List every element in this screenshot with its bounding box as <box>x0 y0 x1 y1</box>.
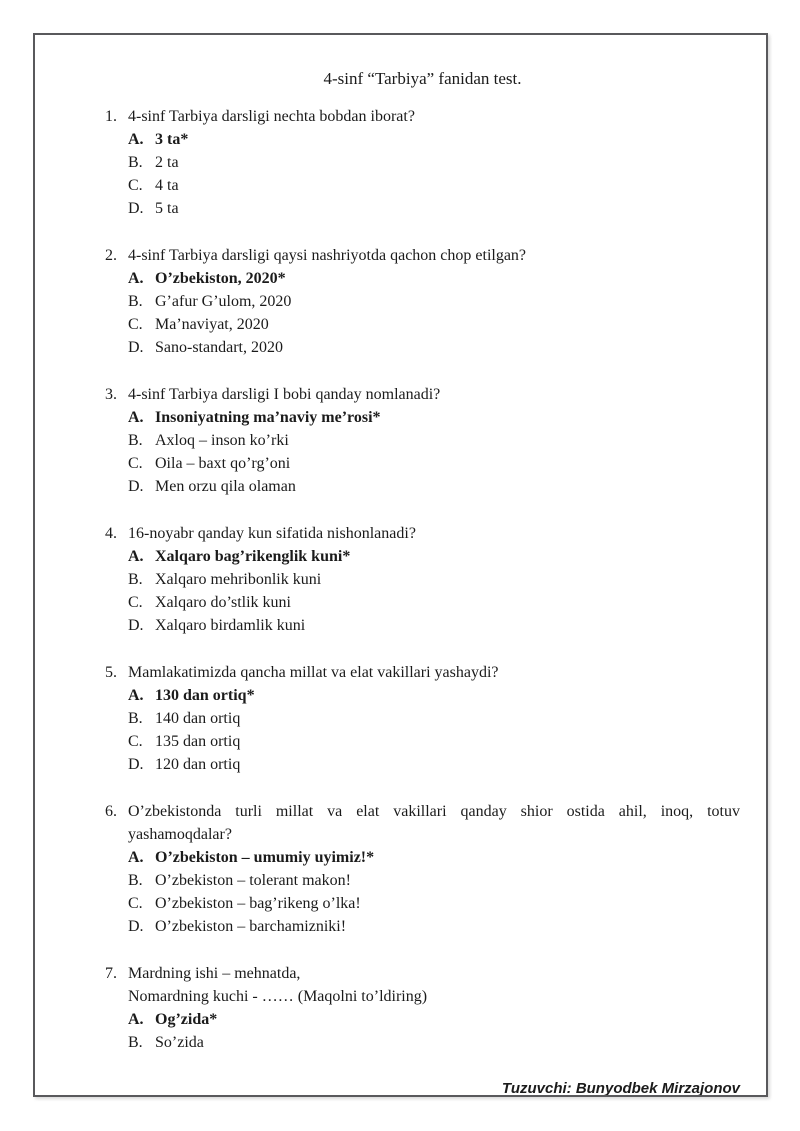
question-text: 4-sinf Tarbiya darsligi qaysi nashriyotda qachon chop etilgan? <box>128 247 527 264</box>
question-text: yashamoqdalar? <box>128 826 232 843</box>
option-a <box>128 406 740 429</box>
option-c <box>128 313 740 336</box>
option-text: O’zbekiston – barchamizniki! <box>155 918 347 935</box>
option-letter: A. <box>128 270 144 287</box>
option-text: 2 ta <box>155 154 179 171</box>
option-text: 5 ta <box>155 200 179 217</box>
option-a <box>128 846 740 869</box>
page <box>33 33 768 1097</box>
question-number: 4. <box>105 525 117 542</box>
question-text: 16-noyabr qanday kun sifatida nishonlanadi? <box>128 525 416 542</box>
question-number: 6. <box>105 803 117 820</box>
option-b <box>128 869 740 892</box>
option-text: 120 dan ortiq <box>155 756 241 773</box>
option-text: 3 ta* <box>155 131 189 148</box>
question-text: Nomardning kuchi - …… (Maqolni to’ldiring) <box>128 988 428 1005</box>
option-text: 135 dan ortiq <box>155 733 241 750</box>
option-letter: C. <box>128 733 143 750</box>
option-letter: C. <box>128 895 143 912</box>
option-letter: B. <box>128 872 143 889</box>
option-text: Insoniyatning ma’naviy me’rosi* <box>155 409 381 426</box>
option-letter: C. <box>128 594 143 611</box>
option-letter: D. <box>128 478 144 495</box>
option-letter: B. <box>128 710 143 727</box>
option-a <box>128 1008 740 1031</box>
option-b <box>128 290 740 313</box>
option-b <box>128 568 740 591</box>
option-letter: B. <box>128 293 143 310</box>
option-a <box>128 128 740 151</box>
question-text: Mamlakatimizda qancha millat va elat vakillari yashaydi? <box>128 664 499 681</box>
question-text: 4-sinf Tarbiya darsligi nechta bobdan iborat? <box>128 108 415 125</box>
option-letter: C. <box>128 316 143 333</box>
question-number: 1. <box>105 108 117 125</box>
option-letter: A. <box>128 131 144 148</box>
option-letter: B. <box>128 571 143 588</box>
option-c <box>128 174 740 197</box>
option-text: Xalqaro birdamlik kuni <box>155 617 306 634</box>
option-text: So’zida <box>155 1034 204 1051</box>
question-body <box>128 661 740 776</box>
question-number: 2. <box>105 247 117 264</box>
option-text: Men orzu qila olaman <box>155 478 296 495</box>
option-letter: B. <box>128 1034 143 1051</box>
question-5 <box>105 661 740 776</box>
option-d <box>128 915 740 938</box>
question-body <box>128 522 740 637</box>
option-letter: B. <box>128 432 143 449</box>
option-c <box>128 730 740 753</box>
option-text: Axloq – inson ko’rki <box>155 432 289 449</box>
option-c <box>128 892 740 915</box>
option-c <box>128 452 740 475</box>
option-d <box>128 614 740 637</box>
option-letter: A. <box>128 1011 144 1028</box>
option-letter: A. <box>128 548 144 565</box>
option-d <box>128 197 740 220</box>
question-1 <box>105 105 740 220</box>
document-title: 4-sinf “Tarbiya” fanidan test. <box>323 69 522 88</box>
question-number: 7. <box>105 965 117 982</box>
question-body <box>128 244 740 359</box>
question-number: 5. <box>105 664 117 681</box>
option-text: Sano-standart, 2020 <box>155 339 283 356</box>
option-b <box>128 1031 740 1054</box>
option-a <box>128 545 740 568</box>
option-a <box>128 684 740 707</box>
option-d <box>128 336 740 359</box>
option-a <box>128 267 740 290</box>
option-text: 4 ta <box>155 177 179 194</box>
option-letter: D. <box>128 617 144 634</box>
option-text: O’zbekiston – bag’rikeng o’lka! <box>155 895 361 912</box>
question-body <box>128 105 740 220</box>
option-text: Oila – baxt qo’rg’oni <box>155 455 291 472</box>
question-text: O’zbekistonda turli millat va elat vakillari qanday shior ostida ahil, inoq, totuv <box>128 803 740 820</box>
option-b <box>128 707 740 730</box>
option-letter: D. <box>128 200 144 217</box>
option-text: Xalqaro mehribonlik kuni <box>155 571 322 588</box>
option-text: O’zbekiston, 2020* <box>155 270 286 287</box>
option-letter: A. <box>128 849 144 866</box>
question-7 <box>105 962 740 1054</box>
option-text: Ma’naviyat, 2020 <box>155 316 269 333</box>
question-text: 4-sinf Tarbiya darsligi I bobi qanday nomlanadi? <box>128 386 441 403</box>
option-c <box>128 591 740 614</box>
question-number: 3. <box>105 386 117 403</box>
author-credit: Tuzuvchi: Bunyodbek Mirzajonov <box>501 1080 740 1097</box>
option-b <box>128 429 740 452</box>
option-text: Og’zida* <box>155 1011 218 1028</box>
question-body <box>128 383 740 498</box>
option-text: Xalqaro do’stlik kuni <box>155 594 291 611</box>
option-letter: A. <box>128 409 144 426</box>
option-text: O’zbekiston – umumiy uyimiz!* <box>155 849 375 866</box>
option-letter: D. <box>128 756 144 773</box>
question-text: Mardning ishi – mehnatda, <box>128 965 301 982</box>
question-4 <box>105 522 740 637</box>
question-6 <box>105 800 740 938</box>
option-text: Xalqaro bag’rikenglik kuni* <box>155 548 351 565</box>
question-body <box>128 800 740 938</box>
option-text: O’zbekiston – tolerant makon! <box>155 872 351 889</box>
page-content <box>35 35 766 1097</box>
question-2 <box>105 244 740 359</box>
option-d <box>128 753 740 776</box>
option-text: G’afur G’ulom, 2020 <box>155 293 292 310</box>
option-letter: C. <box>128 455 143 472</box>
option-text: 140 dan ortiq <box>155 710 241 727</box>
question-body <box>128 962 740 1054</box>
option-letter: D. <box>128 918 144 935</box>
option-text: 130 dan ortiq* <box>155 687 255 704</box>
option-b <box>128 151 740 174</box>
option-d <box>128 475 740 498</box>
option-letter: A. <box>128 687 144 704</box>
question-3 <box>105 383 740 498</box>
option-letter: B. <box>128 154 143 171</box>
option-letter: C. <box>128 177 143 194</box>
option-letter: D. <box>128 339 144 356</box>
